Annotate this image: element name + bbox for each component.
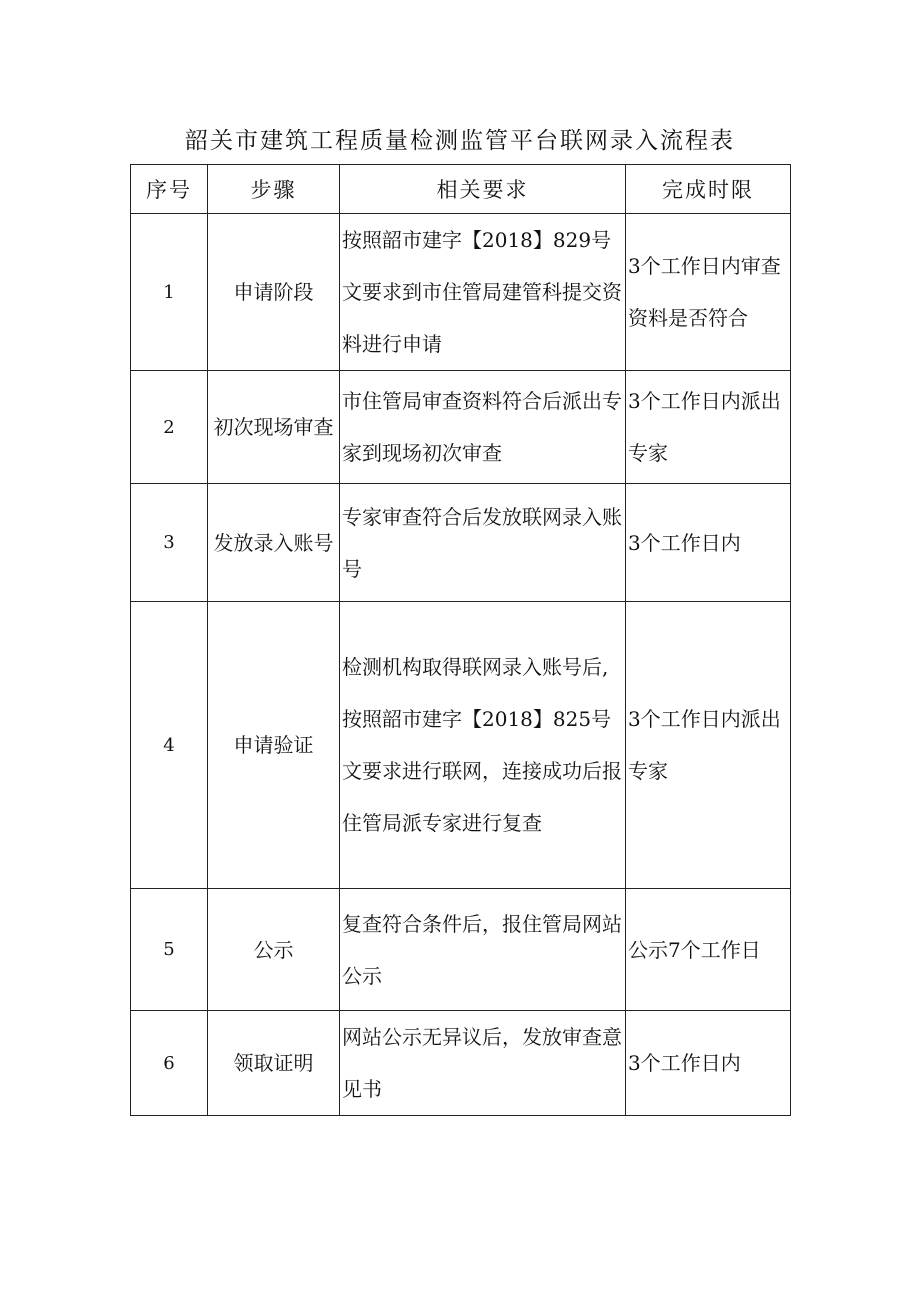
row-deadline: 3个工作日内派出专家 [626,371,791,484]
process-table [130,164,791,1116]
header-requirement: 相关要求 [340,165,626,214]
row-requirement: 复查符合条件后，报住管局网站公示 [340,889,626,1011]
row-seq: 2 [131,371,208,484]
table-row [131,371,791,484]
row-deadline: 3个工作日内 [626,484,791,602]
table-row [131,484,791,602]
row-seq: 5 [131,889,208,1011]
row-requirement: 专家审查符合后发放联网录入账号 [340,484,626,602]
row-seq: 1 [131,214,208,371]
table-header-row [131,165,791,214]
row-seq: 6 [131,1011,208,1116]
row-requirement: 市住管局审查资料符合后派出专家到现场初次审查 [340,371,626,484]
row-requirement: 按照韶市建字【2018】829号文要求到市住管局建管科提交资料进行申请 [340,214,626,371]
row-step: 申请验证 [208,602,340,889]
page-title: 韶关市建筑工程质量检测监管平台联网录入流程表 [185,128,735,154]
header-deadline: 完成时限 [626,165,791,214]
header-step: 步骤 [208,165,340,214]
row-step: 公示 [208,889,340,1011]
row-step: 发放录入账号 [208,484,340,602]
row-deadline: 公示7个工作日 [626,889,791,1011]
table-row [131,602,791,889]
header-seq: 序号 [131,165,208,214]
row-seq: 4 [131,602,208,889]
row-deadline: 3个工作日内派出专家 [626,602,791,889]
row-deadline: 3个工作日内 [626,1011,791,1116]
table-row [131,1011,791,1116]
row-requirement: 检测机构取得联网录入账号后,按照韶市建字【2018】825号文要求进行联网，连接成功后报住管局派专家进行复查 [340,602,626,889]
row-seq: 3 [131,484,208,602]
row-requirement: 网站公示无异议后，发放审查意见书 [340,1011,626,1116]
table-row [131,889,791,1011]
row-deadline: 3个工作日内审查资料是否符合 [626,214,791,371]
row-step: 领取证明 [208,1011,340,1116]
table-row [131,214,791,371]
row-step: 申请阶段 [208,214,340,371]
row-step: 初次现场审查 [208,371,340,484]
